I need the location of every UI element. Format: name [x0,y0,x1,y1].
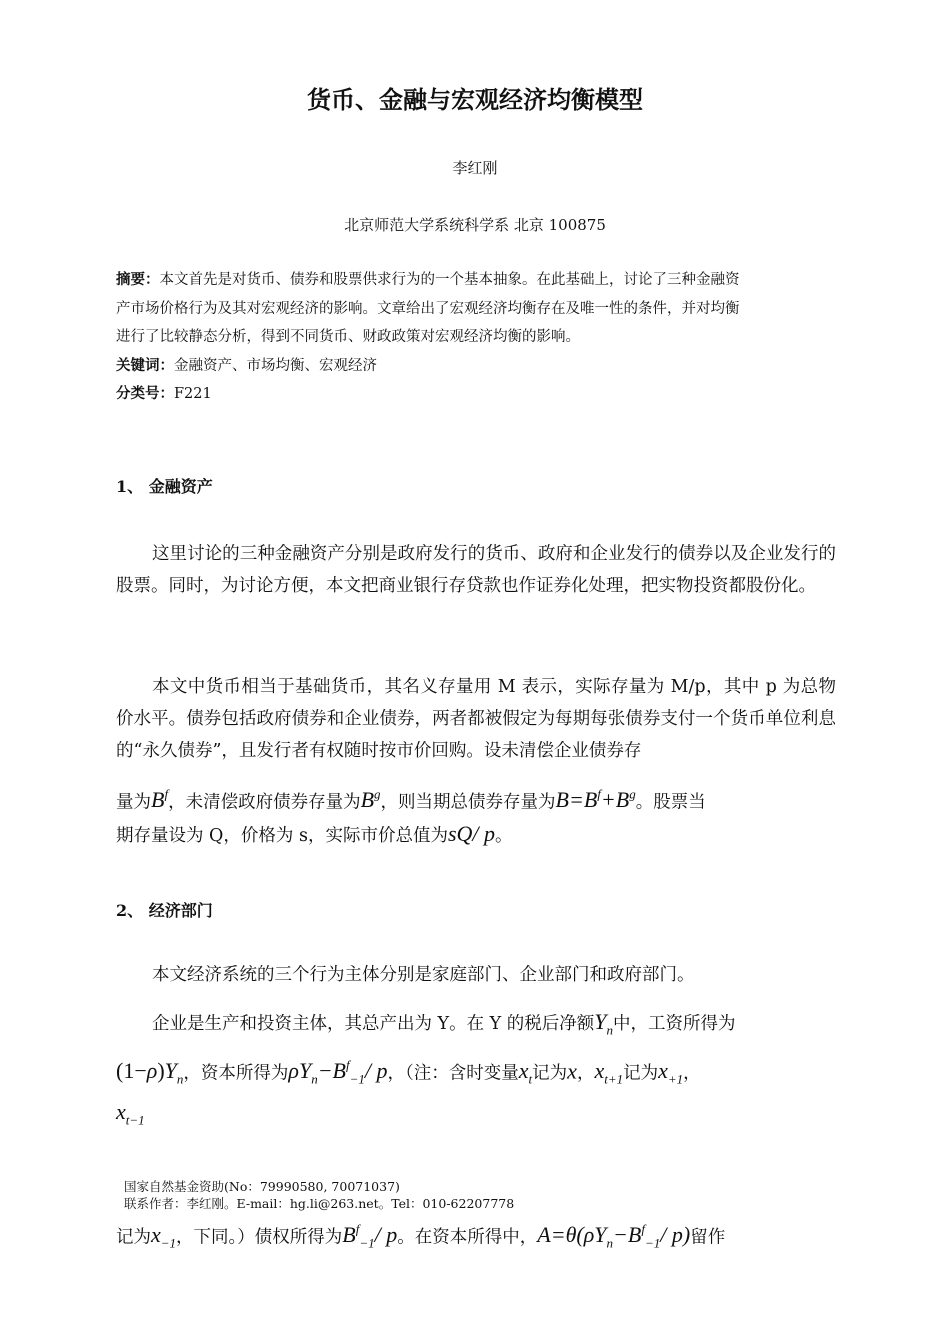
formula-debt-income: $B^f_{-1}/$ p [342,1222,398,1251]
text-fragment: 记为 [116,1227,151,1248]
affiliation: 北京师范大学系统科学系 北京 100875 [344,216,606,234]
classification-text: F221 [174,386,212,402]
formula-capital-income: $\rho Y_n-B^f_{-1}/$ p [288,1058,388,1087]
text-fragment: ，（注：含时变量 [387,1063,519,1084]
text-fragment: 。在资本所得中， [397,1227,538,1248]
classification-label: 分类号： [116,385,174,402]
text-fragment: ，资本所得为 [183,1063,289,1084]
formula-x-t-plus-1: $x_{t+1}$ [594,1058,624,1087]
formula-x: x [567,1058,577,1084]
text-fragment: 留作 [690,1227,726,1248]
paper-title: 货币、金融与宏观经济均衡模型 [307,85,643,114]
text-fragment: 。股票当 [635,792,706,813]
formula-enterprise-bond: $B^f$ [151,787,169,813]
section-1-paragraph-2: 本文中货币相当于基础货币，其名义存量用 M 表示，实际存量为 M/p，其中 p 为总物价水平。债券包括政府债券和企业债券，两者都被假定为每期每张债券支付一个货币单位利息的“永久债券”，且发行者有权随时按市价回购。设未清偿企业债券存 [116,677,836,761]
formula-government-bond: $B^g$ [360,787,381,813]
text-fragment: ，则当期总债券存量为 [380,792,556,813]
section-2-paragraph-1: 本文经济系统的三个行为主体分别是家庭部门、企业部门和政府部门。 [152,965,695,985]
classification-line [116,380,836,409]
text-fragment: 量为 [116,792,151,813]
section-2-line-1 [152,1002,736,1042]
keywords-line [116,352,836,381]
text-fragment: ， [576,1063,595,1084]
formula-net-output: $Y_n$ [594,1009,614,1038]
abstract-text-1: 本文首先是对货币、债券和股票供求行为的一个基本抽象。在此基础上，讨论了三种金融资 [159,272,740,288]
text-fragment: 记为 [532,1063,568,1084]
text-fragment: 期存量设为 Q，价格为 s，实际市价总值为 [116,826,448,846]
abstract-text-3: 进行了比较静态分析，得到不同货币、财政政策对宏观经济均衡的影响。 [116,329,580,345]
formula-x-plus-1: $x_{+1}$ [658,1058,684,1087]
footnote-contact: 联系作者：李红刚。E-mail：hg.li@263.net。Tel：010-62207778 [124,1196,515,1211]
text-fragment: 记为 [623,1063,659,1084]
formula-x-minus-1: $x_{-1}$ [151,1222,177,1251]
abstract [116,266,836,409]
formula-retained-a: $A=\theta(\rho Y_n-B^f_{-1}/$ p) [537,1222,691,1251]
author-name: 李红刚 [452,159,498,177]
section-1-heading: 1、 金融资产 [116,477,213,496]
formula-stock-value: sQ/ p [447,821,496,846]
footnote [124,1178,514,1212]
footnote-funding: 国家自然基金资助(No：79990580, 70071037) [124,1179,400,1194]
text-fragment: ， [683,1063,701,1084]
text-fragment: ，下同。）债权所得为 [176,1227,343,1248]
formula-total-bond: $B=B^f+B^g$ [555,787,636,813]
abstract-text-2: 产市场价格行为及其对宏观经济的影响。文章给出了宏观经济均衡存在及唯一性的条件，并对均衡 [116,300,740,317]
section-1-paragraph-1: 这里讨论的三种金融资产分别是政府发行的货币、政府和企业发行的债券以及企业发行的股票。同时，为讨论方便，本文把商业银行存贷款也作证券化处理，把实物投资都股份化。 [116,544,836,596]
text-fragment: 中，工资所得为 [613,1014,736,1034]
section-1-line-bond-stock [116,775,706,815]
section-2-line-3 [116,1092,145,1132]
section-1-line-stock-value [116,814,513,854]
abstract-line-1 [116,266,836,295]
abstract-label: 摘要： [116,271,160,288]
text-fragment: ，未清偿政府债券存量为 [168,792,361,813]
keywords-label: 关键词： [116,356,174,374]
text-fragment: 企业是生产和投资主体，其总产出为 Y。在 Y 的税后净额 [152,1014,595,1034]
text-fragment: 。 [495,826,513,846]
section-2-line-2 [116,1046,701,1086]
formula-x-t-minus-1: $x_{t-1}$ [116,1099,145,1128]
formula-wage-income: $(1-\rho)Y_n$ [116,1058,184,1087]
keywords-text: 金融资产、市场均衡、宏观经济 [174,357,377,374]
formula-x-t: $x_t$ [518,1058,533,1087]
section-2-heading: 2、 经济部门 [116,901,213,920]
section-2-line-4 [116,1210,725,1250]
